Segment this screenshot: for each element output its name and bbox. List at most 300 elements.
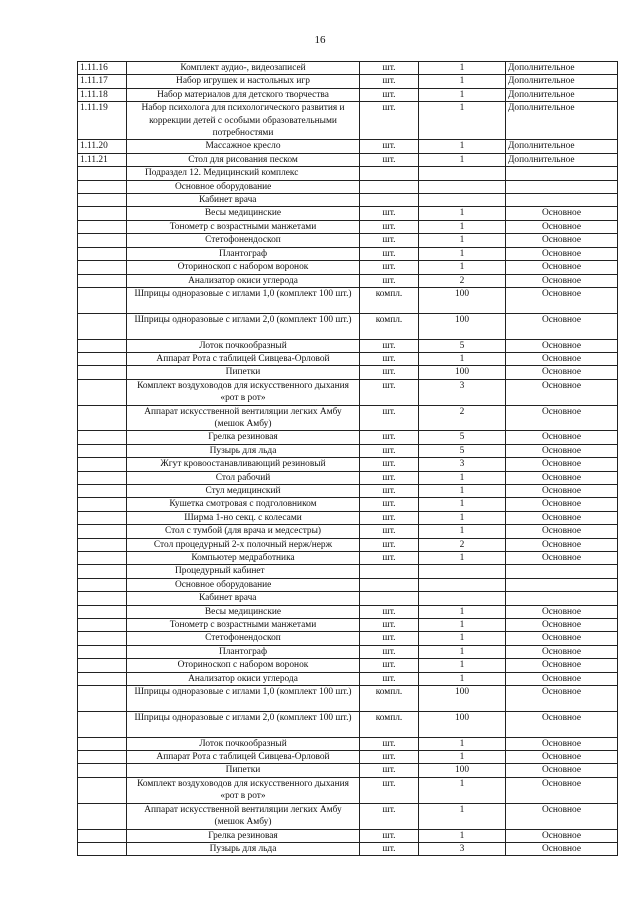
table-row <box>78 552 618 565</box>
unit-cell: шт. <box>360 234 419 247</box>
quantity-cell: 1 <box>419 672 506 685</box>
unit-cell <box>360 180 419 193</box>
unit-cell: шт. <box>360 803 419 829</box>
item-name-cell: Оториноскоп с набором воронок <box>127 261 360 274</box>
item-name-cell: Лоток почкообразный <box>127 339 360 352</box>
item-name-cell: Шприцы одноразовые с иглами 2,0 (комплект 100 шт.) <box>127 313 360 339</box>
equipment-type-cell: Основное <box>506 207 618 220</box>
item-number-cell <box>78 287 127 313</box>
table-row <box>78 672 618 685</box>
equipment-type-cell: Основное <box>506 431 618 444</box>
table-row <box>78 274 618 287</box>
item-name-cell: Шприцы одноразовые с иглами 2,0 (комплект 100 шт.) <box>127 711 360 737</box>
quantity-cell <box>419 194 506 207</box>
table-row <box>78 632 618 645</box>
equipment-type-cell: Основное <box>506 619 618 632</box>
equipment-type-cell: Основное <box>506 751 618 764</box>
table-row <box>78 247 618 260</box>
quantity-cell: 1 <box>419 619 506 632</box>
quantity-cell: 1 <box>419 751 506 764</box>
unit-cell: шт. <box>360 62 419 75</box>
quantity-cell: 100 <box>419 764 506 777</box>
item-number-cell <box>78 619 127 632</box>
unit-cell: шт. <box>360 498 419 511</box>
quantity-cell: 1 <box>419 247 506 260</box>
item-number-cell <box>78 737 127 750</box>
item-number-cell <box>78 194 127 207</box>
item-number-cell: 1.11.16 <box>78 62 127 75</box>
item-number-cell <box>78 379 127 405</box>
quantity-cell: 1 <box>419 234 506 247</box>
unit-cell <box>360 565 419 578</box>
item-number-cell <box>78 565 127 578</box>
table-row <box>78 153 618 166</box>
quantity-cell: 2 <box>419 274 506 287</box>
equipment-type-cell: Основное <box>506 803 618 829</box>
quantity-cell: 1 <box>419 829 506 842</box>
unit-cell: шт. <box>360 552 419 565</box>
quantity-cell: 1 <box>419 605 506 618</box>
equipment-type-cell: Основное <box>506 274 618 287</box>
unit-cell: шт. <box>360 672 419 685</box>
item-name-cell: Стол для рисования песком <box>127 153 360 166</box>
quantity-cell <box>419 565 506 578</box>
section-row <box>78 592 618 605</box>
equipment-type-cell: Дополнительное <box>506 75 618 88</box>
unit-cell: шт. <box>360 632 419 645</box>
item-number-cell <box>78 803 127 829</box>
unit-cell: компл. <box>360 686 419 712</box>
item-number-cell: 1.11.21 <box>78 153 127 166</box>
item-name-cell: Основное оборудование <box>127 180 360 193</box>
table-row <box>78 659 618 672</box>
item-number-cell <box>78 632 127 645</box>
unit-cell: шт. <box>360 352 419 365</box>
page-number: 16 <box>314 34 326 46</box>
table-row <box>78 75 618 88</box>
quantity-cell: 1 <box>419 140 506 153</box>
section-row <box>78 578 618 591</box>
item-number-cell: 1.11.18 <box>78 88 127 101</box>
equipment-type-cell: Основное <box>506 632 618 645</box>
unit-cell: шт. <box>360 777 419 803</box>
item-number-cell <box>78 220 127 233</box>
item-name-cell: Пузырь для льда <box>127 444 360 457</box>
equipment-type-cell: Основное <box>506 405 618 431</box>
quantity-cell: 100 <box>419 686 506 712</box>
equipment-type-cell: Основное <box>506 339 618 352</box>
item-number-cell <box>78 686 127 712</box>
item-name-cell: Аппарат Рота с таблицей Сивцева-Орловой <box>127 751 360 764</box>
equipment-type-cell: Основное <box>506 711 618 737</box>
section-row <box>78 194 618 207</box>
unit-cell: шт. <box>360 220 419 233</box>
item-name-cell: Набор материалов для детского творчества <box>127 88 360 101</box>
equipment-table-body <box>78 62 618 856</box>
table-row <box>78 444 618 457</box>
equipment-type-cell: Основное <box>506 313 618 339</box>
quantity-cell: 1 <box>419 88 506 101</box>
item-name-cell: Стол процедурный 2-х полочный нерж/нерж <box>127 538 360 551</box>
equipment-table <box>77 61 618 856</box>
equipment-type-cell <box>506 167 618 180</box>
equipment-type-cell: Основное <box>506 777 618 803</box>
unit-cell: шт. <box>360 88 419 101</box>
quantity-cell: 2 <box>419 405 506 431</box>
item-number-cell <box>78 274 127 287</box>
item-number-cell <box>78 659 127 672</box>
item-name-cell: Стетофонендоскоп <box>127 632 360 645</box>
item-number-cell: 1.11.17 <box>78 75 127 88</box>
equipment-type-cell: Основное <box>506 379 618 405</box>
unit-cell: шт. <box>360 525 419 538</box>
item-number-cell <box>78 207 127 220</box>
item-name-cell: Анализатор окиси углерода <box>127 274 360 287</box>
item-name-cell: Тонометр с возрастными манжетами <box>127 220 360 233</box>
item-name-cell: Комплект аудио-, видеозаписей <box>127 62 360 75</box>
item-number-cell <box>78 777 127 803</box>
item-name-cell: Кушетка смотровая с подголовником <box>127 498 360 511</box>
quantity-cell: 1 <box>419 220 506 233</box>
item-number-cell <box>78 352 127 365</box>
unit-cell: шт. <box>360 764 419 777</box>
item-name-cell: Набор психолога для психологического развития и коррекции детей с особыми образовательными потребностями <box>127 102 360 140</box>
unit-cell: шт. <box>360 511 419 524</box>
equipment-type-cell: Основное <box>506 471 618 484</box>
item-name-cell: Весы медицинские <box>127 605 360 618</box>
equipment-type-cell: Основное <box>506 842 618 855</box>
item-number-cell <box>78 405 127 431</box>
equipment-type-cell: Основное <box>506 659 618 672</box>
table-row <box>78 431 618 444</box>
equipment-type-cell: Основное <box>506 645 618 658</box>
unit-cell: шт. <box>360 751 419 764</box>
equipment-type-cell: Основное <box>506 220 618 233</box>
item-number-cell: 1.11.20 <box>78 140 127 153</box>
quantity-cell: 1 <box>419 777 506 803</box>
equipment-type-cell: Основное <box>506 686 618 712</box>
item-number-cell <box>78 592 127 605</box>
table-row <box>78 751 618 764</box>
table-row <box>78 737 618 750</box>
table-row <box>78 339 618 352</box>
quantity-cell <box>419 578 506 591</box>
equipment-type-cell: Основное <box>506 366 618 379</box>
item-number-cell <box>78 842 127 855</box>
item-number-cell <box>78 829 127 842</box>
equipment-type-cell: Основное <box>506 484 618 497</box>
item-number-cell <box>78 645 127 658</box>
equipment-type-cell <box>506 592 618 605</box>
unit-cell: шт. <box>360 605 419 618</box>
unit-cell: шт. <box>360 659 419 672</box>
item-number-cell <box>78 672 127 685</box>
equipment-type-cell <box>506 578 618 591</box>
table-row <box>78 842 618 855</box>
table-row <box>78 829 618 842</box>
quantity-cell: 100 <box>419 313 506 339</box>
item-name-cell: Шприцы одноразовые с иглами 1,0 (комплект 100 шт.) <box>127 287 360 313</box>
quantity-cell: 1 <box>419 645 506 658</box>
item-number-cell <box>78 247 127 260</box>
quantity-cell: 5 <box>419 431 506 444</box>
unit-cell: шт. <box>360 538 419 551</box>
table-row <box>78 471 618 484</box>
quantity-cell: 2 <box>419 538 506 551</box>
equipment-type-cell: Основное <box>506 247 618 260</box>
equipment-type-cell: Дополнительное <box>506 88 618 101</box>
unit-cell: шт. <box>360 140 419 153</box>
table-row <box>78 102 618 140</box>
equipment-type-cell: Основное <box>506 525 618 538</box>
quantity-cell: 3 <box>419 842 506 855</box>
table-row <box>78 538 618 551</box>
equipment-type-cell: Основное <box>506 444 618 457</box>
item-number-cell <box>78 764 127 777</box>
item-name-cell: Грелка резиновая <box>127 431 360 444</box>
item-number-cell <box>78 234 127 247</box>
unit-cell: шт. <box>360 405 419 431</box>
quantity-cell: 1 <box>419 659 506 672</box>
item-name-cell: Стол с тумбой (для врача и медсестры) <box>127 525 360 538</box>
quantity-cell: 1 <box>419 352 506 365</box>
table-row <box>78 511 618 524</box>
table-row <box>78 498 618 511</box>
equipment-type-cell: Основное <box>506 234 618 247</box>
equipment-type-cell: Основное <box>506 672 618 685</box>
item-name-cell: Стул медицинский <box>127 484 360 497</box>
table-row <box>78 287 618 313</box>
quantity-cell: 1 <box>419 62 506 75</box>
item-name-cell: Кабинет врача <box>127 194 360 207</box>
quantity-cell <box>419 180 506 193</box>
quantity-cell: 1 <box>419 471 506 484</box>
item-number-cell <box>78 484 127 497</box>
item-name-cell: Шприцы одноразовые с иглами 1,0 (комплект 100 шт.) <box>127 686 360 712</box>
quantity-cell: 1 <box>419 102 506 140</box>
equipment-type-cell: Основное <box>506 605 618 618</box>
item-number-cell <box>78 498 127 511</box>
equipment-type-cell: Дополнительное <box>506 102 618 140</box>
unit-cell: шт. <box>360 444 419 457</box>
quantity-cell: 5 <box>419 444 506 457</box>
item-number-cell: 1.11.19 <box>78 102 127 140</box>
item-name-cell: Пипетки <box>127 366 360 379</box>
item-name-cell: Пузырь для льда <box>127 842 360 855</box>
equipment-type-cell: Основное <box>506 764 618 777</box>
table-row <box>78 484 618 497</box>
unit-cell: шт. <box>360 339 419 352</box>
equipment-type-cell: Основное <box>506 287 618 313</box>
quantity-cell: 1 <box>419 484 506 497</box>
section-row <box>78 167 618 180</box>
item-number-cell <box>78 605 127 618</box>
quantity-cell: 1 <box>419 511 506 524</box>
item-name-cell: Плантограф <box>127 645 360 658</box>
item-name-cell: Набор игрушек и настольных игр <box>127 75 360 88</box>
item-name-cell: Основное оборудование <box>127 578 360 591</box>
equipment-type-cell: Дополнительное <box>506 153 618 166</box>
unit-cell <box>360 592 419 605</box>
quantity-cell: 1 <box>419 737 506 750</box>
item-number-cell <box>78 538 127 551</box>
table-row <box>78 803 618 829</box>
table-row <box>78 220 618 233</box>
unit-cell <box>360 578 419 591</box>
quantity-cell: 1 <box>419 261 506 274</box>
unit-cell: компл. <box>360 313 419 339</box>
item-name-cell: Лоток почкообразный <box>127 737 360 750</box>
item-name-cell: Пипетки <box>127 764 360 777</box>
equipment-type-cell: Дополнительное <box>506 62 618 75</box>
equipment-type-cell: Основное <box>506 352 618 365</box>
quantity-cell: 5 <box>419 339 506 352</box>
equipment-type-cell: Основное <box>506 498 618 511</box>
item-name-cell: Кабинет врача <box>127 592 360 605</box>
item-name-cell: Компьютер медработника <box>127 552 360 565</box>
table-row <box>78 777 618 803</box>
table-row <box>78 764 618 777</box>
table-row <box>78 62 618 75</box>
table-row <box>78 207 618 220</box>
quantity-cell: 1 <box>419 75 506 88</box>
unit-cell: шт. <box>360 619 419 632</box>
equipment-type-cell: Основное <box>506 511 618 524</box>
table-row <box>78 88 618 101</box>
unit-cell: шт. <box>360 645 419 658</box>
unit-cell: компл. <box>360 287 419 313</box>
quantity-cell: 3 <box>419 379 506 405</box>
equipment-type-cell <box>506 194 618 207</box>
unit-cell: шт. <box>360 207 419 220</box>
quantity-cell: 1 <box>419 498 506 511</box>
table-row <box>78 366 618 379</box>
item-number-cell <box>78 167 127 180</box>
item-name-cell: Аппарат Рота с таблицей Сивцева-Орловой <box>127 352 360 365</box>
table-row <box>78 645 618 658</box>
item-name-cell: Оториноскоп с набором воронок <box>127 659 360 672</box>
quantity-cell: 1 <box>419 632 506 645</box>
unit-cell: шт. <box>360 842 419 855</box>
unit-cell: шт. <box>360 247 419 260</box>
unit-cell: шт. <box>360 379 419 405</box>
equipment-type-cell: Основное <box>506 552 618 565</box>
item-number-cell <box>78 471 127 484</box>
unit-cell: шт. <box>360 274 419 287</box>
item-name-cell: Тонометр с возрастными манжетами <box>127 619 360 632</box>
table-row <box>78 140 618 153</box>
item-number-cell <box>78 711 127 737</box>
item-number-cell <box>78 431 127 444</box>
item-name-cell: Аппарат искусственной вентиляции легких Амбу (мешок Амбу) <box>127 803 360 829</box>
equipment-type-cell: Основное <box>506 538 618 551</box>
table-row <box>78 352 618 365</box>
table-row <box>78 686 618 712</box>
item-name-cell: Стол рабочий <box>127 471 360 484</box>
quantity-cell: 1 <box>419 803 506 829</box>
item-name-cell: Ширма 1-но секц. с колесами <box>127 511 360 524</box>
item-name-cell: Весы медицинские <box>127 207 360 220</box>
unit-cell: шт. <box>360 737 419 750</box>
equipment-type-cell <box>506 565 618 578</box>
quantity-cell: 1 <box>419 153 506 166</box>
unit-cell: шт. <box>360 153 419 166</box>
unit-cell: шт. <box>360 75 419 88</box>
table-row <box>78 405 618 431</box>
item-name-cell: Стетофонендоскоп <box>127 234 360 247</box>
item-name-cell: Процедурный кабинет <box>127 565 360 578</box>
unit-cell: шт. <box>360 484 419 497</box>
quantity-cell: 100 <box>419 711 506 737</box>
quantity-cell: 1 <box>419 525 506 538</box>
item-number-cell <box>78 458 127 471</box>
quantity-cell <box>419 592 506 605</box>
quantity-cell: 100 <box>419 287 506 313</box>
item-number-cell <box>78 751 127 764</box>
unit-cell <box>360 194 419 207</box>
quantity-cell <box>419 167 506 180</box>
item-number-cell <box>78 578 127 591</box>
equipment-type-cell: Дополнительное <box>506 140 618 153</box>
item-number-cell <box>78 366 127 379</box>
unit-cell: шт. <box>360 431 419 444</box>
equipment-type-cell: Основное <box>506 261 618 274</box>
table-row <box>78 261 618 274</box>
item-name-cell: Массажное кресло <box>127 140 360 153</box>
item-number-cell <box>78 552 127 565</box>
table-row <box>78 525 618 538</box>
unit-cell: шт. <box>360 471 419 484</box>
item-name-cell: Грелка резиновая <box>127 829 360 842</box>
equipment-type-cell: Основное <box>506 737 618 750</box>
item-number-cell <box>78 261 127 274</box>
item-name-cell: Плантограф <box>127 247 360 260</box>
quantity-cell: 1 <box>419 552 506 565</box>
section-row <box>78 565 618 578</box>
table-row <box>78 605 618 618</box>
item-number-cell <box>78 525 127 538</box>
equipment-type-cell: Основное <box>506 458 618 471</box>
item-number-cell <box>78 339 127 352</box>
item-number-cell <box>78 180 127 193</box>
item-name-cell: Комплект воздуховодов для искусственного дыхания «рот в рот» <box>127 379 360 405</box>
table-row <box>78 234 618 247</box>
item-number-cell <box>78 313 127 339</box>
quantity-cell: 100 <box>419 366 506 379</box>
item-number-cell <box>78 511 127 524</box>
unit-cell <box>360 167 419 180</box>
table-row <box>78 711 618 737</box>
table-row <box>78 313 618 339</box>
unit-cell: шт. <box>360 102 419 140</box>
table-row <box>78 619 618 632</box>
table-row <box>78 379 618 405</box>
item-number-cell <box>78 444 127 457</box>
unit-cell: шт. <box>360 458 419 471</box>
unit-cell: шт. <box>360 261 419 274</box>
equipment-type-cell <box>506 180 618 193</box>
item-name-cell: Жгут кровоостанавливающий резиновый <box>127 458 360 471</box>
item-name-cell: Аппарат искусственной вентиляции легких Амбу (мешок Амбу) <box>127 405 360 431</box>
section-row <box>78 180 618 193</box>
item-name-cell: Комплект воздуховодов для искусственного дыхания «рот в рот» <box>127 777 360 803</box>
unit-cell: компл. <box>360 711 419 737</box>
quantity-cell: 3 <box>419 458 506 471</box>
table-row <box>78 458 618 471</box>
quantity-cell: 1 <box>419 207 506 220</box>
item-name-cell: Подраздел 12. Медицинский комплекс <box>127 167 360 180</box>
item-name-cell: Анализатор окиси углерода <box>127 672 360 685</box>
